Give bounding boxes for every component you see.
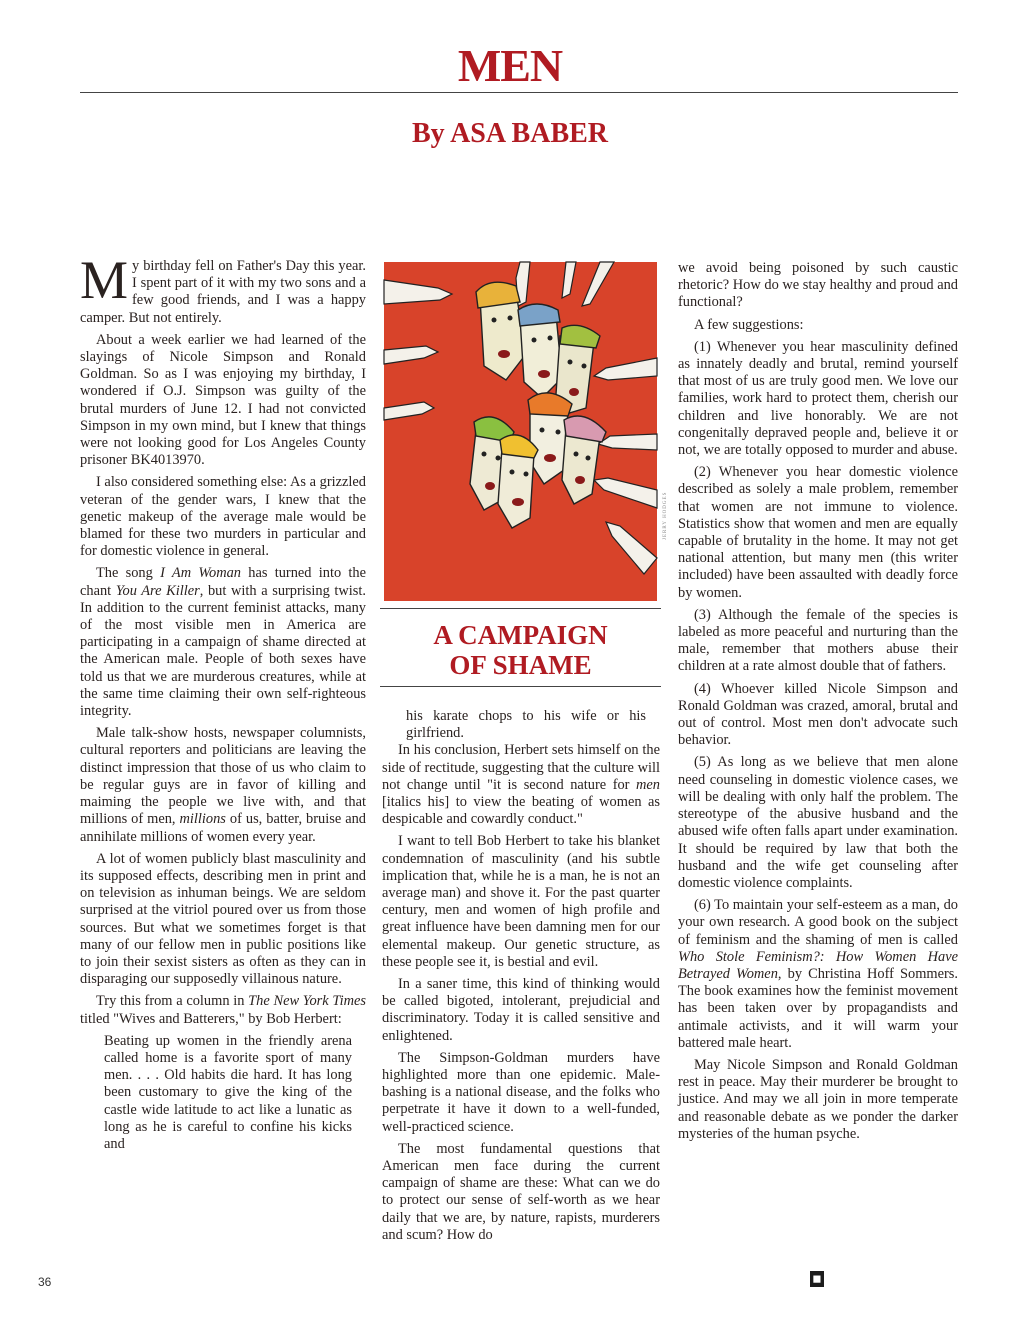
italic-text: The New York Times	[248, 993, 366, 1010]
italic-text: millions	[179, 811, 226, 828]
byline: By ASA BABER	[411, 118, 609, 149]
pointing-fingers-illustration	[380, 258, 661, 605]
illustration-credit: JERRY HODGES	[663, 491, 668, 540]
paragraph: (3) Although the female of the species is labeled as more peaceful and nurturing than the male, remember that mothers abuse their children at a rate almost double that of fathers.	[678, 606, 958, 675]
paragraph: The most fundamental questions that American men face during the current campaign of shame are these: What can we do to protect our sense of self-worth as we hear daily that we are, by nature, rapists, murderers and scum? How do	[382, 1140, 660, 1243]
paragraph	[80, 993, 366, 1027]
paragraph: About a week earlier we had learned of the slayings of Nicole Simpson and Ronald Goldman. So as I was enjoying my birthday, I wondered if O.J. Simpson was guilty of the brutal murders of June 12. I had not convicted Simpson in my own mind, but I knew that things were not looking good for Los Angeles County prisoner BK4013970.	[80, 331, 366, 469]
text: The song	[96, 565, 161, 582]
text: , by Christina Hoff Sommers. The book examines how the feminist movement has been taken over by propagandists and antimale activists, and it will warm your battered male heart.	[678, 965, 958, 1051]
paragraph: A lot of women publicly blast masculinity and its supposed effects, describing men in print and on television as inhuman beings. We are seldom surprised at the vitriol poured over us from those sources. But what we sometimes forget is that many of our fellow men in public positions like to join their sexist sisters as often as they can in disparaging our supposedly villainous nature.	[80, 850, 366, 988]
subhead-rule-bottom	[380, 686, 661, 687]
text: titled "Wives and Batterers," by Bob Herbert:	[80, 1010, 342, 1027]
italic-text: men	[636, 776, 660, 793]
page-number: 36	[38, 1275, 52, 1289]
title-rule	[80, 92, 958, 93]
paragraph: we avoid being poisoned by such caustic rhetoric? How do we stay healthy and proud and functional?	[678, 260, 958, 311]
italic-text: Who Stole Feminism?: How Women Have Betrayed Women	[678, 948, 958, 982]
block-quote: Beating up women in the friendly arena called home is a favorite sport of many men. . . . Old habits die hard. It has long been customary to give the king of the castle wide latitude to act like a lunatic as long as he is careful to confine his kicks and	[104, 1032, 352, 1152]
paragraph-text: y birthday fell on Father's Day this year. I spent part of it with my two sons and a few good friends, and I was a happy camper. But not entirely.	[80, 258, 366, 326]
paragraph: A few suggestions:	[694, 316, 804, 333]
paragraph	[678, 897, 958, 1052]
paragraph: (5) As long as we believe that men alone need counseling in domestic violence cases, we will be dealing with only half the problem. The stereotype of the abusive husband and the abused wife often falls apart under examination. It should be required by law that both the husband and the wife get counseling after domestic violence complaints.	[678, 754, 958, 891]
paragraph: (4) Whoever killed Nicole Simpson and Ronald Goldman was crazed, amoral, brutal and out of control. Most men don't advocate such behavior.	[678, 680, 958, 749]
paragraph: I want to tell Bob Herbert to take his blanket condemnation of masculinity (and his subtle implication that, while he is a man, he is not an average man) and shove it. For the past quarter century, men and women of high profile and great influence have been damning men for our elemental makeup. Our genetic structure, as these people see it, is bestial and evil.	[382, 833, 660, 970]
column-3	[678, 260, 958, 1148]
paragraph	[80, 565, 366, 720]
drop-cap: M	[80, 250, 129, 310]
text: of us, batter, bruise and annihilate millions of women every year.	[80, 811, 366, 845]
paragraph	[80, 250, 366, 327]
paragraph: (2) Whenever you hear domestic violence described as solely a male problem, remember that women are not immune to violence. Statistics show that women and men are equally capable of brutality in the home. It may not get national attention, but many men (this writer included) have been assaulted with deadly force by women.	[678, 464, 958, 601]
subhead-line-1: A CAMPAIGN	[433, 620, 608, 650]
paragraph	[80, 725, 366, 845]
illustration	[380, 258, 661, 605]
subhead-rule-top	[380, 608, 661, 609]
text: Male talk-show hosts, newspaper columnists, cultural reporters and politicians are leaving the distinct impression that those of us who claim to be regular guys are in favor of killing and maiming the people we live with, and that millions of men,	[80, 725, 366, 828]
column-1	[80, 250, 367, 1153]
text: Try this from a column in	[96, 993, 249, 1010]
text: , but with a surprising twist. In addition to the current feminist attacks, many of the most visible men in America are participating in a campaign of shame directed at the American male. People of both sexes have told us that we are murderous creatures, while at the same time claiming their own self-righteous integrity.	[80, 582, 366, 720]
paragraph: I also considered something else: As a grizzled veteran of the gender wars, I knew that the genetic makeup of the average male would be blamed for these two murders in particular and for domestic violence in general.	[80, 474, 366, 560]
paragraph: The Simpson-Goldman murders have highlighted more than one epidemic. Male-bashing is a national disease, and the folks who perpetrate it have it down to a well-funded, well-practiced science.	[382, 1049, 660, 1135]
paragraph: (1) Whenever you hear masculinity defined as innately deadly and brutal, remind yourself that most of us are truly good men. We love our families, work hard to protect them, cherish our children and live honorably. We are not congenitally depraved people and, believe it or not, we are totally opposed to murder and abuse.	[678, 338, 958, 459]
page-title: MEN	[457, 40, 563, 91]
paragraph	[382, 742, 660, 828]
italic-text: You Are Killer	[115, 582, 200, 599]
text: [italics his] to view the beating of women as despicable and cowardly conduct."	[382, 794, 660, 828]
text: (6) To maintain your self-esteem as a man, do your own research. A good book on the subject of feminism and the shaming of men is called	[678, 897, 958, 948]
subhead-line-2: OF SHAME	[449, 650, 592, 680]
italic-text: I Am Woman	[160, 565, 242, 582]
block-quote: his karate chops to his wife or his girlfriend.	[406, 708, 646, 742]
text: In his conclusion, Herbert sets himself on the side of rectitude, suggesting that the culture will not change until "it is second nature for	[382, 742, 660, 793]
playboy-bunny-icon: ◼	[810, 1271, 824, 1287]
paragraph: In a saner time, this kind of thinking would be called bigoted, intolerant, prejudicial and discriminatory. Today it is called sensitive and enlightened.	[382, 976, 660, 1044]
paragraph: May Nicole Simpson and Ronald Goldman rest in peace. May their murderer be brought to justice. And may we all join in more temperate and reasonable debate as we ponder the darker mysteries of the human psyche.	[678, 1056, 958, 1142]
column-2	[382, 706, 660, 1249]
text: has turned into the chant	[80, 565, 367, 599]
subhead	[380, 620, 661, 680]
